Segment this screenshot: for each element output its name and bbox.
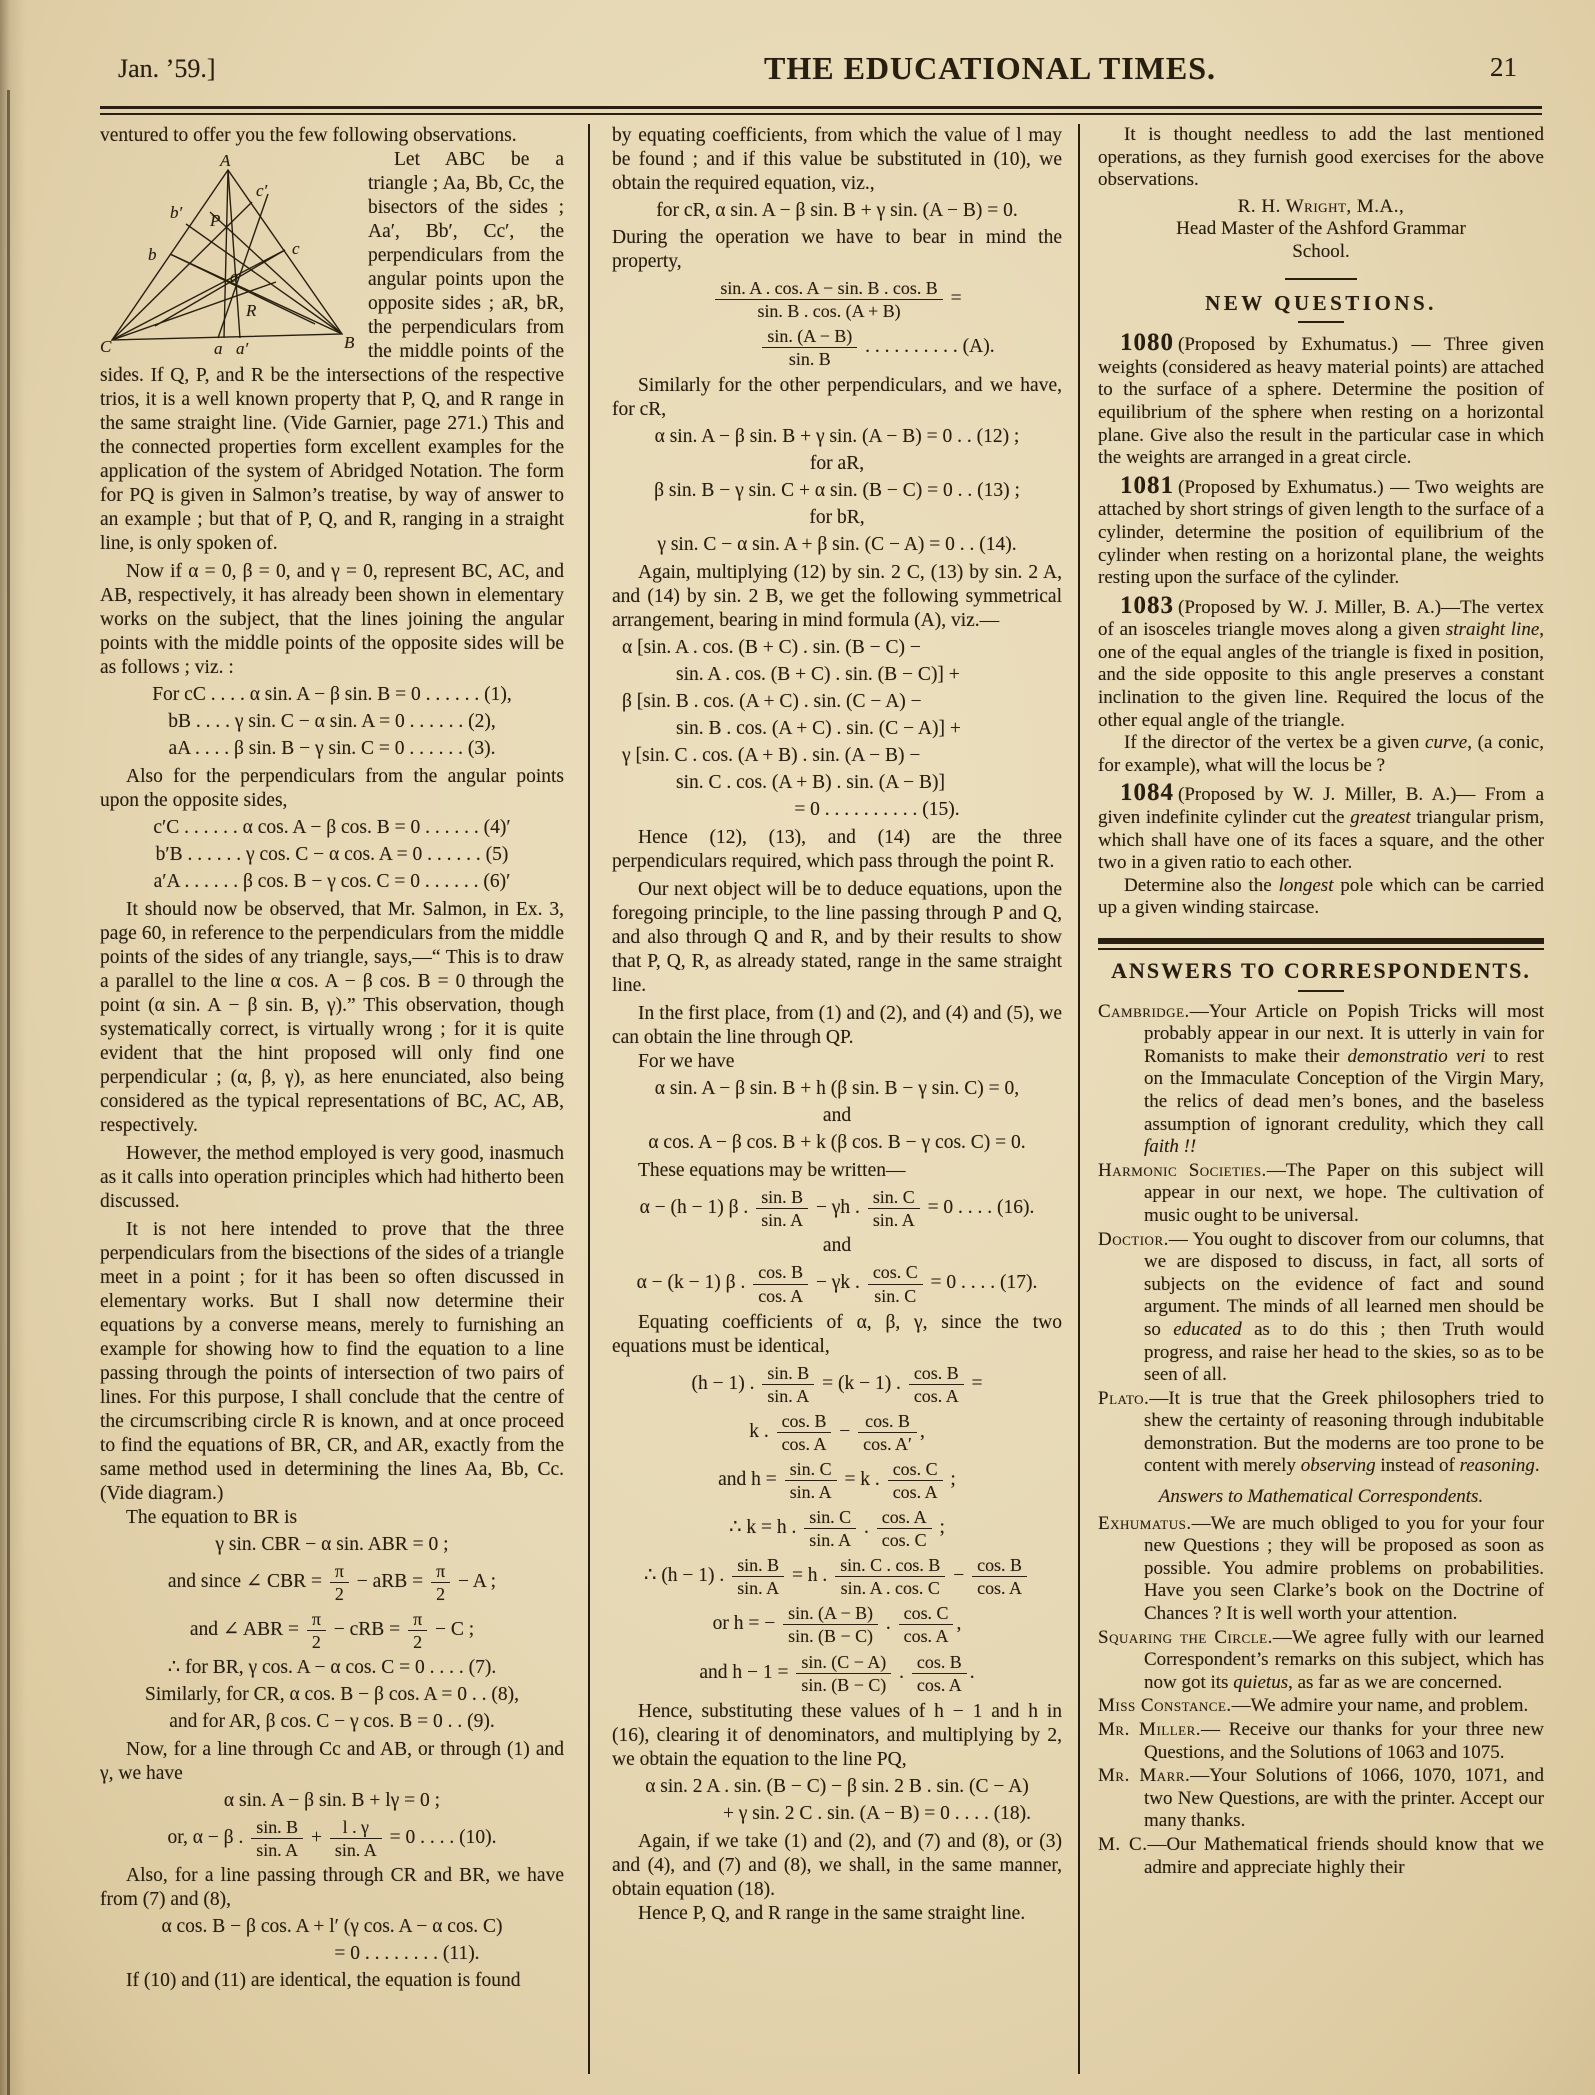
- correspondent-name: Mr. Miller.: [1098, 1719, 1202, 1740]
- correspondent-text: —We admire your name, and problem.: [1231, 1695, 1529, 1717]
- equation-h: α sin. A − β sin. B + h (β sin. B − γ sin. C) = 0,: [654, 1078, 1020, 1100]
- question-number: 1080: [1120, 329, 1174, 357]
- masthead-title: THE EDUCATIONAL TIMES.: [763, 50, 1217, 86]
- correspondent-text: —Our Mathematical friends should know that we admire and appreciate highly their: [1144, 1833, 1544, 1878]
- correspondent-name: Miss Constance.: [1098, 1695, 1232, 1717]
- equation-l: α sin. A − β sin. B + lγ = 0 ;: [223, 1790, 441, 1812]
- equation-A-part2: $\frac{\sin. (A - B)}{\sin. B}$ . . . . . . . . . . (A).: [612, 325, 1062, 370]
- equation-k: α cos. A − β cos. B + k (β cos. B − γ cos. C) = 0.: [648, 1132, 1026, 1154]
- question-1081: [1098, 471, 1544, 590]
- paragraph: Similarly for the other perpendiculars, and we have, for cR,: [612, 375, 1062, 421]
- question-text: (Proposed by W. J. Miller, B. A.)—The vertex of an isosceles triangle moves along a given straight line, one of the equal angles of the triangle is fixed in position, and the side opposite to this angle preserves a constant inclination to the given line. Required the locus of the other equal angle of the triangle.: [1098, 596, 1544, 731]
- point-label: b′: [170, 203, 183, 222]
- correspondent-text: — Receive our thanks for your three new Questions, and the Solutions of 1063 and 1075.: [1144, 1719, 1544, 1763]
- equation-3: aA . . . . β sin. B − γ sin. C = 0 . . . . . . (3).: [168, 738, 496, 759]
- section-rule: [1285, 278, 1357, 280]
- correspondent-entry: [1098, 1160, 1544, 1228]
- label-for-bR: for bR,: [809, 507, 865, 529]
- section-divider-rule: [1098, 938, 1544, 950]
- correspondent-name: Mr. Marr.: [1098, 1765, 1191, 1787]
- equation-identical-2: k . $\frac{\cos. B}{\cos. A}$ − $\frac{\cos. B}{\cos. A'}$ ,: [749, 1410, 925, 1454]
- question-text: (Proposed by Exhumatus.) — Two weights are attached by short strings of given length to the surface of a cylinder, determine the position of equilibrium of the cylinder when resting on a horizontal plane, the weights resting upon the surface of the cylinder.: [1098, 476, 1544, 589]
- equation-11a: α cos. B − β cos. A + l′ (γ cos. A − α cos. C): [161, 1916, 503, 1938]
- correspondent-name: Exhumatus.: [1098, 1512, 1192, 1534]
- correspondent-entry: [1098, 1627, 1544, 1695]
- equation-12: α sin. A − β sin. B + γ sin. (A − B) = 0 . . (12) ;: [654, 426, 1020, 448]
- paragraph: Hence P, Q, and R range in the same straight line.: [638, 1902, 1026, 1924]
- paragraph: In the first place, from (1) and (2), and (4) and (5), we can obtain the line through QP.: [612, 1003, 1062, 1049]
- header-rule: [100, 106, 1542, 115]
- question-1084: [1098, 779, 1544, 874]
- question-text: (Proposed by Exhumatus.) — Three given weights (considered as heavy material points) are attached to the surface of a sphere. Determine the position of equilibrium of the sphere when resting on a horizontal plane. Give also the result in the particular case in which the weights are arranged in a great circle.: [1098, 334, 1544, 469]
- paragraph: Hence (12), (13), and (14) are the three perpendiculars required, which pass through the point R.: [612, 827, 1062, 873]
- correspondent-text: —Your Solutions of 1066, 1070, 1071, and two New Questions, are with the printer. Accept our many thanks.: [1144, 1765, 1544, 1832]
- equation-16: α − (h − 1) β . $\frac{\sin. B}{\sin. A}$ − γh . $\frac{\sin. C}{\sin. A}$ = 0 . . . . (16).: [639, 1187, 1035, 1231]
- equation-15-line3: β [sin. B . cos. (A + C) . sin. (C − A) −: [622, 691, 922, 713]
- paragraph: Hence, substituting these values of h − 1 and h in (16), clearing it of denominators, and multiplying by 2, we obtain the equation to the line PQ,: [612, 1700, 1062, 1770]
- correspondent-text: —Your Article on Popish Tricks will most probably appear in our next. It is utterly in vain for Romanists to make their demonstratio veri to rest on the Immaculate Conception of the Virgin Mary, the relics of dead men’s bones, and the baseless assumption of ignorant credulity, which they call faith !!: [1144, 1000, 1544, 1158]
- correspondent-entry: [1098, 1695, 1544, 1718]
- correspondent-entry: [1098, 1001, 1544, 1159]
- correspondent-text: — You ought to discover from our columns, that we are disposed to discuss, in fact, all sorts of subjects on the evidence of fact and sound argument. The minds of all learned men should be so educated as to do this ; then Truth would progress, and raise her head to the skies, so as to be seen of all.: [1144, 1228, 1544, 1386]
- correspondent-text: —The Paper on this subject will appear in our next, we hope. The cultivation of music ought to be universal.: [1144, 1159, 1544, 1226]
- equation-18b: + γ sin. 2 C . sin. (A − B) = 0 . . . . (18).: [722, 1802, 1032, 1824]
- paragraph: The equation to BR is: [126, 1507, 298, 1528]
- equation-identical-4: ∴ k = h . $\frac{\sin. C}{\sin. A}$ . $\frac{\cos. A}{\cos. C}$ ;: [729, 1507, 945, 1551]
- column-1: [100, 124, 564, 2080]
- equation-14: γ sin. C − α sin. A + β sin. (C − A) = 0 . . (14).: [657, 534, 1017, 556]
- equation-7: ∴ for BR, γ cos. A − α cos. C = 0 . . . . (7).: [167, 1657, 497, 1679]
- author-role: Head Master of the Ashford Grammar: [1176, 218, 1466, 240]
- question-1084-continued: Determine also the longest pole which can be carried up a given winding staircase.: [1098, 874, 1544, 919]
- subsection-heading-math-correspondents: Answers to Mathematical Correspondents.: [1158, 1486, 1484, 1508]
- equation-A-part1: $\frac{\sin. A . \cos. A - \sin. B . \cos. B}{\sin. B . \cos. (A + B)}$ =: [612, 277, 1062, 322]
- correspondent-text: —We are much obliged to you for your four new Questions ; they will be proposed as soon as possible. You admire problems on probabilities. Have you seen Clarke’s book on the Doctrine of Chances ? It is well worth your attention.: [1144, 1512, 1544, 1625]
- equation-angle-2: and ∠ ABR = $\frac{\pi}{2}$ − cRB = $\frac{\pi}{2}$ − C ;: [189, 1609, 475, 1653]
- equation-15-line1: α [sin. A . cos. (B + C) . sin. (B − C) −: [622, 637, 921, 659]
- correspondent-name: Plato.: [1098, 1387, 1150, 1409]
- column-3: [1098, 124, 1544, 2080]
- equation-8: Similarly, for CR, α cos. B − β cos. A = 0 . . (8),: [145, 1684, 519, 1706]
- point-label: c: [292, 239, 300, 258]
- equation-17: α − (k − 1) β . $\frac{\cos. B}{\cos. A}$ − γk . $\frac{\cos. C}{\sin. C}$ = 0 . . . . (17).: [636, 1262, 1038, 1306]
- question-number: 1084: [1120, 779, 1174, 807]
- correspondent-entry: [1098, 1229, 1544, 1387]
- figure-block: [100, 148, 564, 556]
- equation-9: and for AR, β cos. C − γ cos. B = 0 . . (9).: [169, 1711, 495, 1733]
- equation-identical-7: and h − 1 = $\frac{\sin. (C - A)}{\sin. (B - C)}$ . $\frac{\cos. B}{\cos. A}$ .: [699, 1651, 975, 1695]
- correspondent-name: Cambridge.: [1098, 1000, 1190, 1022]
- equation-identical-5: ∴ (h − 1) . $\frac{\sin. B}{\sin. A}$ = h . $\frac{\sin. C . \cos. B}{\sin. A . \cos. C}$ − $\frac{\cos. B}{\cos. A}$: [612, 1554, 1062, 1599]
- correspondent-name: Squaring the Circle.: [1098, 1626, 1273, 1648]
- equation-cr: for cR, α sin. A − β sin. B + γ sin. (A − B) = 0.: [656, 200, 1018, 221]
- paragraph: It should now be observed, that Mr. Salmon, in Ex. 3, page 60, in reference to the perpendiculars from the middle points of the sides of any triangle, says,—“ This is to draw a parallel to the line α cos. A − β cos. B = 0 through the point (α sin. A − β sin. B, γ).” This observation, though systematically correct, is virtually wrong ; for it is quite evident that the hint proposed will only find one perpendicular ; (α, β, γ), as here enunciated, also being considered as the typical representations of BC, AC, AB, respectively.: [100, 899, 564, 1136]
- triangle-geometry-diagram: [100, 154, 354, 356]
- binding-edge-shadow: [0, 0, 26, 2095]
- correspondent-entry: [1098, 1388, 1544, 1478]
- heading-dash: [1298, 990, 1344, 992]
- equation-angle-1: and since ∠ CBR = $\frac{\pi}{2}$ − aRB = $\frac{\pi}{2}$ − A ;: [167, 1561, 497, 1605]
- correspondent-entry: [1098, 1719, 1544, 1764]
- binding-edge-line: [7, 90, 10, 2095]
- paragraph: Now, for a line through Cc and AB, or through (1) and γ, we have: [100, 1739, 564, 1785]
- correspondent-entry: [1098, 1513, 1544, 1626]
- equation-identical-6: or h = − $\frac{\sin. (A - B)}{\sin. (B - C)}$ . $\frac{\cos. C}{\cos. A}$ ,: [712, 1603, 962, 1647]
- question-number: 1081: [1120, 471, 1174, 499]
- label-and: and: [822, 1235, 852, 1257]
- correspondent-text: —It is true that the Greek philosophers tried to shew the certainty of reasoning through indubitable demonstration. But the moderns are too prone to be content with merely observing instead of reasoning.: [1144, 1387, 1544, 1477]
- heading-dash: [1298, 321, 1344, 323]
- paragraph: For we have: [638, 1051, 735, 1073]
- label-for-aR: for aR,: [809, 453, 865, 475]
- equation-6: a′A . . . . . . β cos. B − γ cos. C = 0 . . . . . . (6)′: [153, 871, 511, 892]
- equation-identical-1: (h − 1) . $\frac{\sin. B}{\sin. A}$ = (k − 1) . $\frac{\cos. B}{\cos. A}$ =: [691, 1362, 983, 1406]
- point-label: c′: [256, 181, 268, 200]
- question-1080: [1098, 329, 1544, 470]
- paragraph: During the operation we have to bear in mind the property,: [612, 227, 1062, 272]
- section-heading-new-questions: NEW QUESTIONS.: [1205, 290, 1437, 315]
- author-signature: R. H. Wright, M.A.,: [1237, 195, 1405, 217]
- paragraph: Equating coefficients of α, β, γ, since the two equations must be identical,: [612, 1311, 1062, 1357]
- question-1083: [1098, 591, 1544, 733]
- vertex-label: B: [344, 333, 354, 352]
- equation-10: or, α − β . $\frac{\sin. B}{\sin. A}$ + $\frac{l . \gamma}{\sin. A}$ = 0 . . . . (10).: [167, 1817, 497, 1861]
- column-divider-2: [1078, 124, 1080, 2074]
- paragraph: It is thought needless to add the last mentioned operations, as they furnish good exercises for the above observations.: [1098, 124, 1544, 191]
- correspondent-name: M. C.: [1098, 1833, 1148, 1855]
- vertex-label: A: [220, 154, 231, 170]
- paragraph: Also for the perpendiculars from the angular points upon the opposite sides,: [100, 766, 564, 811]
- point-label: P: [210, 211, 221, 230]
- correspondent-entry: [1098, 1765, 1544, 1833]
- column-2: [612, 124, 1062, 2080]
- paragraph: If (10) and (11) are identical, the equation is found: [126, 1970, 521, 1992]
- issue-date: Jan. ’59.]: [118, 54, 216, 83]
- equation-15-line6: sin. C . cos. (A + B) . sin. (A − B)]: [676, 772, 946, 794]
- equation-1: For cC . . . . α sin. A − β sin. B = 0 . . . . . . (1),: [152, 684, 512, 705]
- paragraph: Now if α = 0, β = 0, and γ = 0, represent BC, AC, and AB, respectively, it has already been shown in elementary works on the subject, that the lines joining the angular points with the middle points of the opposite sides will be as follows ; viz. :: [100, 561, 564, 678]
- paragraph: by equating coefficients, from which the value of l may be found ; and if this value be substituted in (10), we obtain the required equation, viz.,: [612, 125, 1062, 194]
- equation-11b: = 0 . . . . . . . . (11).: [334, 1943, 480, 1965]
- equation-13: β sin. B − γ sin. C + α sin. (B − C) = 0 . . (13) ;: [654, 480, 1020, 502]
- paragraph: Let ABC be a triangle ; Aa, Bb, Cc, the bisectors of the sides ; Aa′, Bb′, Cc′, the perpendiculars from the angular points upon the opposite sides ; aR, bR, the perpendiculars from the middle points of the sides. If Q, P, and R be the intersections of the respective trios, it is a well known property that P, Q, and R range in the same straight line. (Vide Garnier, page 271.) This and the connected properties form excellent examples for the application of the system of Abridged Notation. The form for PQ is given in Salmon’s treatise, by way of answer to an example ; but that of P, Q, and R, ranging in a straight line, is only spoken of.: [100, 149, 564, 554]
- point-label: a: [214, 339, 223, 356]
- equation-15-line4: sin. B . cos. (A + C) . sin. (C − A)] +: [676, 718, 961, 740]
- paragraph: Also, for a line passing through CR and BR, we have from (7) and (8),: [100, 1865, 564, 1911]
- paragraph-intro: ventured to offer you the few following observations.: [100, 125, 517, 146]
- question-1083-continued: If the director of the vertex be a given curve, (a conic, for example), what will the locus be ?: [1098, 732, 1544, 776]
- paragraph: However, the method employed is very good, inasmuch as it calls into operation principles which had hitherto been discussed.: [100, 1143, 564, 1212]
- section-heading-answers: ANSWERS TO CORRESPONDENTS.: [1111, 958, 1531, 983]
- point-label: b: [148, 245, 157, 264]
- paragraph: It is not here intended to prove that the three perpendiculars from the bisections of the sides of a triangle meet in a point ; for it has been so often discussed in elementary works. But I shall now determine their equations by a converse means, merely to furnishing an example for showing how to find the equation to a line passing through the points of intersection of two pairs of lines. For this purpose, I shall conclude that the centre of the circumscribing circle R is known, and at once proceed to find the equations of BR, CR, and AR, exactly from the same method used in determining the lines Aa, Bb, Cc. (Vide diagram.): [100, 1219, 564, 1504]
- author-role: School.: [1292, 240, 1350, 262]
- equation-18a: α sin. 2 A . sin. (B − C) − β sin. 2 B . sin. (C − A): [645, 1775, 1029, 1797]
- question-number: 1083: [1120, 591, 1174, 619]
- point-label: a′: [236, 339, 249, 356]
- paragraph: Again, if we take (1) and (2), and (7) and (8), or (3) and (4), and (7) and (8), we shall, in the same manner, obtain equation (18).: [612, 1830, 1062, 1900]
- equation-15-line5: γ [sin. C . cos. (A + B) . sin. (A − B) −: [622, 745, 921, 767]
- paragraph: Our next object will be to deduce equations, upon the foregoing principle, to the line passing through P and Q, and also through Q and R, and by their results to show that P, Q, R, as already stated, range in the same straight line.: [612, 879, 1062, 997]
- equation-2: bB . . . . γ sin. C − α sin. A = 0 . . . . . . (2),: [168, 711, 496, 732]
- point-label: R: [246, 301, 257, 320]
- equation-cbr: γ sin. CBR − α sin. ABR = 0 ;: [215, 1534, 449, 1555]
- equation-5: b′B . . . . . . γ cos. C − α cos. A = 0 . . . . . . (5): [155, 844, 509, 865]
- correspondent-text: —We agree fully with our learned Correspondent’s remarks on this subject, which has now got its quietus, as far as we are concerned.: [1144, 1626, 1544, 1693]
- paragraph: These equations may be written—: [638, 1160, 906, 1182]
- correspondent-entry: [1098, 1834, 1544, 1879]
- vertex-label: C: [100, 337, 112, 356]
- equation-4: c′C . . . . . . α cos. A − β cos. B = 0 . . . . . . (4)′: [153, 817, 511, 838]
- page-number: 21: [1490, 52, 1517, 82]
- equation-15-result: = 0 . . . . . . . . . . (15).: [794, 799, 960, 821]
- paragraph: Again, multiplying (12) by sin. 2 C, (13) by sin. 2 A, and (14) by sin. 2 B, we get the following symmetrical arrangement, bearing in mind formula (A), viz.—: [612, 562, 1062, 632]
- equation-15-line2: sin. A . cos. (B + C) . sin. (B − C)] +: [676, 664, 960, 686]
- label-and: and: [822, 1105, 852, 1127]
- question-text: (Proposed by W. J. Miller, B. A.)— From a given indefinite cylinder cut the greatest triangular prism, which shall have one of its faces a square, and the other two in a given ratio to each other.: [1098, 784, 1544, 874]
- correspondent-name: Doctior.: [1098, 1228, 1169, 1250]
- point-label: a: [230, 267, 239, 286]
- correspondent-name: Harmonic Societies.: [1098, 1159, 1267, 1181]
- column-divider-1: [588, 124, 590, 2074]
- equation-identical-3: and h = $\frac{\sin. C}{\sin. A}$ = k . $\frac{\cos. C}{\cos. A}$ ;: [718, 1458, 956, 1503]
